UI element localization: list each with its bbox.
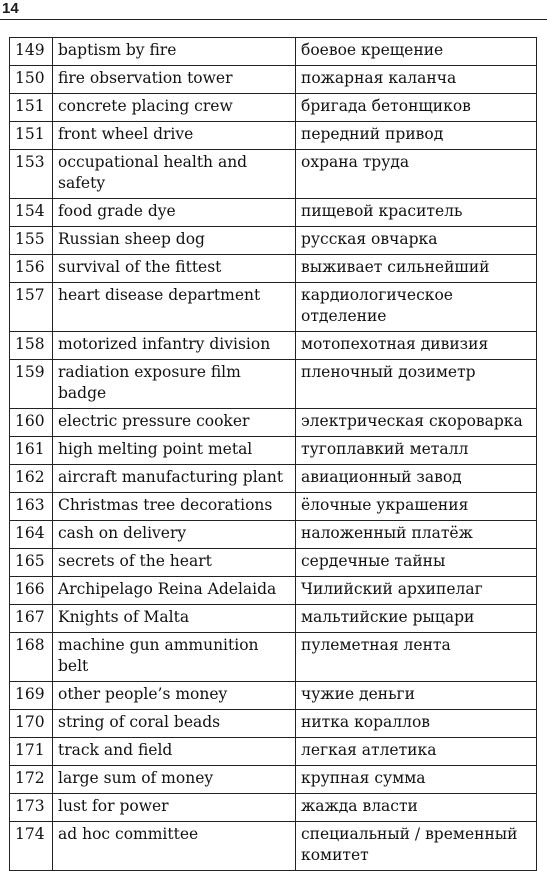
russian-translation: сердечные тайны xyxy=(296,549,537,577)
row-number: 159 xyxy=(10,360,53,409)
row-number: 173 xyxy=(10,794,53,822)
row-number: 171 xyxy=(10,738,53,766)
russian-translation: легкая атлетика xyxy=(296,738,537,766)
english-term: lust for power xyxy=(53,794,296,822)
english-term: high melting point metal xyxy=(53,437,296,465)
russian-translation: Чилийский архипелаг xyxy=(296,577,537,605)
row-number: 167 xyxy=(10,605,53,633)
english-term: baptism by fire xyxy=(53,38,296,66)
row-number: 168 xyxy=(10,633,53,682)
english-term: heart disease department xyxy=(53,283,296,332)
english-term: fire observation tower xyxy=(53,66,296,94)
russian-translation: крупная сумма xyxy=(296,766,537,794)
table-row xyxy=(10,577,537,605)
row-number: 163 xyxy=(10,493,53,521)
table-row xyxy=(10,682,537,710)
row-number: 172 xyxy=(10,766,53,794)
russian-translation: чужие деньги xyxy=(296,682,537,710)
row-number: 165 xyxy=(10,549,53,577)
row-number: 153 xyxy=(10,150,53,199)
english-term: concrete placing crew xyxy=(53,94,296,122)
russian-translation: пулеметная лента xyxy=(296,633,537,682)
table-row xyxy=(10,822,537,871)
glossary-body xyxy=(10,38,537,871)
table-row xyxy=(10,360,537,409)
russian-translation: охрана труда xyxy=(296,150,537,199)
english-term: front wheel drive xyxy=(53,122,296,150)
russian-translation: бригада бетонщиков xyxy=(296,94,537,122)
row-number: 174 xyxy=(10,822,53,871)
russian-translation: ёлочные украшения xyxy=(296,493,537,521)
english-term: cash on delivery xyxy=(53,521,296,549)
english-term: food grade dye xyxy=(53,199,296,227)
russian-translation: специальный / временный комитет xyxy=(296,822,537,871)
russian-translation: выживает сильнейший xyxy=(296,255,537,283)
row-number: 166 xyxy=(10,577,53,605)
russian-translation: русская овчарка xyxy=(296,227,537,255)
russian-translation: пленочный дозиметр xyxy=(296,360,537,409)
russian-translation: пожарная каланча xyxy=(296,66,537,94)
table-row xyxy=(10,66,537,94)
table-row xyxy=(10,199,537,227)
table-row xyxy=(10,633,537,682)
table-row xyxy=(10,122,537,150)
row-number: 151 xyxy=(10,122,53,150)
english-term: motorized infantry division xyxy=(53,332,296,360)
table-row xyxy=(10,283,537,332)
table-row xyxy=(10,521,537,549)
table-row xyxy=(10,605,537,633)
table-row xyxy=(10,255,537,283)
row-number: 157 xyxy=(10,283,53,332)
header-rule xyxy=(0,19,547,20)
english-term: track and field xyxy=(53,738,296,766)
table-row xyxy=(10,766,537,794)
russian-translation: передний привод xyxy=(296,122,537,150)
english-term: string of coral beads xyxy=(53,710,296,738)
russian-translation: кардиологическое отделение xyxy=(296,283,537,332)
russian-translation: мотопехотная дивизия xyxy=(296,332,537,360)
row-number: 155 xyxy=(10,227,53,255)
page-number: 14 xyxy=(2,0,19,17)
russian-translation: наложенный платёж xyxy=(296,521,537,549)
row-number: 160 xyxy=(10,409,53,437)
row-number: 151 xyxy=(10,94,53,122)
row-number: 156 xyxy=(10,255,53,283)
english-term: secrets of the heart xyxy=(53,549,296,577)
english-term: Christmas tree decorations xyxy=(53,493,296,521)
russian-translation: нитка кораллов xyxy=(296,710,537,738)
table-row xyxy=(10,227,537,255)
table-row xyxy=(10,794,537,822)
english-term: machine gun ammunition belt xyxy=(53,633,296,682)
table-row xyxy=(10,738,537,766)
english-term: other people’s money xyxy=(53,682,296,710)
russian-translation: мальтийские рыцари xyxy=(296,605,537,633)
english-term: ad hoc committee xyxy=(53,822,296,871)
russian-translation: боевое крещение xyxy=(296,38,537,66)
english-term: electric pressure cooker xyxy=(53,409,296,437)
english-term: aircraft manufacturing plant xyxy=(53,465,296,493)
glossary-table xyxy=(9,37,537,871)
table-row xyxy=(10,465,537,493)
russian-translation: пищевой краситель xyxy=(296,199,537,227)
english-term: large sum of money xyxy=(53,766,296,794)
row-number: 150 xyxy=(10,66,53,94)
row-number: 154 xyxy=(10,199,53,227)
row-number: 149 xyxy=(10,38,53,66)
row-number: 158 xyxy=(10,332,53,360)
english-term: occupational health and safety xyxy=(53,150,296,199)
table-row xyxy=(10,38,537,66)
english-term: Russian sheep dog xyxy=(53,227,296,255)
russian-translation: авиационный завод xyxy=(296,465,537,493)
row-number: 169 xyxy=(10,682,53,710)
row-number: 164 xyxy=(10,521,53,549)
table-row xyxy=(10,94,537,122)
table-row xyxy=(10,150,537,199)
russian-translation: тугоплавкий металл xyxy=(296,437,537,465)
russian-translation: жажда власти xyxy=(296,794,537,822)
table-row xyxy=(10,710,537,738)
row-number: 170 xyxy=(10,710,53,738)
row-number: 161 xyxy=(10,437,53,465)
english-term: radiation exposure film badge xyxy=(53,360,296,409)
table-row xyxy=(10,493,537,521)
table-row xyxy=(10,549,537,577)
table-row xyxy=(10,332,537,360)
row-number: 162 xyxy=(10,465,53,493)
english-term: Knights of Malta xyxy=(53,605,296,633)
table-row xyxy=(10,437,537,465)
table-row xyxy=(10,409,537,437)
english-term: Archipelago Reina Adelaida xyxy=(53,577,296,605)
russian-translation: электрическая скороварка xyxy=(296,409,537,437)
english-term: survival of the fittest xyxy=(53,255,296,283)
